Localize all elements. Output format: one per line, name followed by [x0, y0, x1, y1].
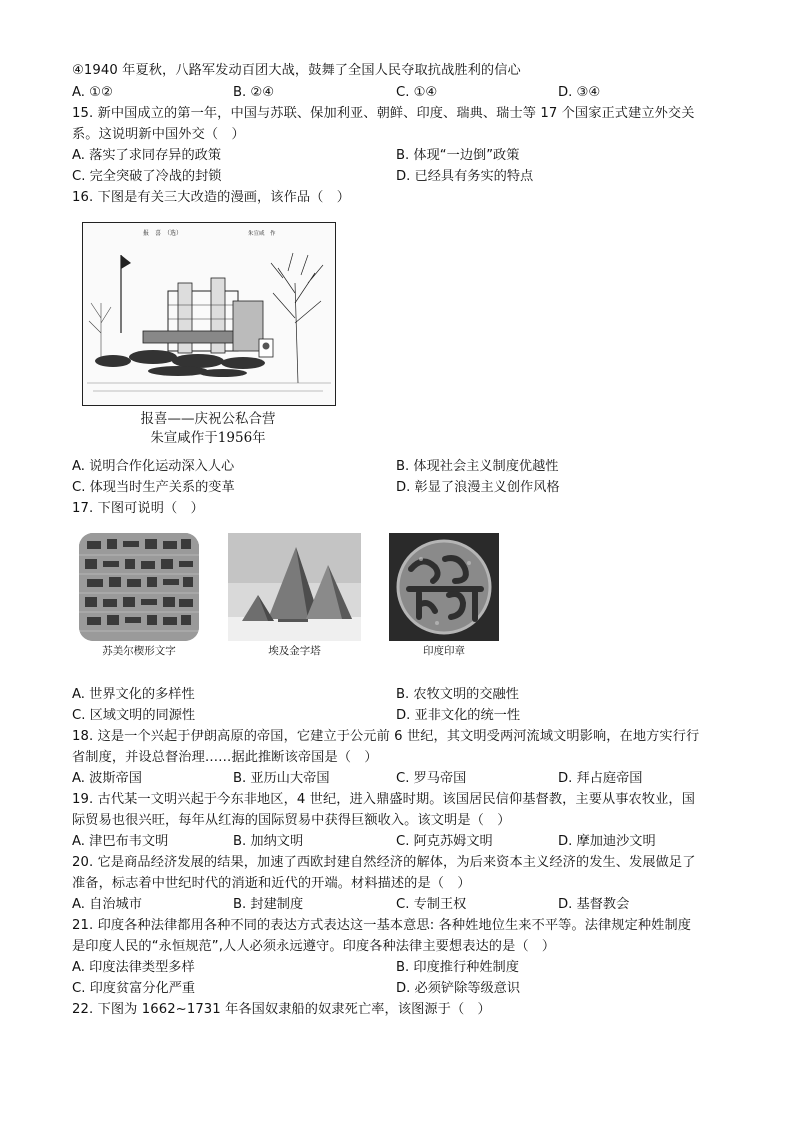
pyramids-photo — [228, 533, 361, 641]
q19-stem-line-1: 19. 古代某一文明兴起于今东非地区，4 世纪，进入鼎盛时期。该国居民信仰基督教，主要从事农牧业，国 — [72, 792, 695, 807]
q16-option-b[interactable]: B. 体现社会主义制度优越性 — [396, 459, 559, 474]
q16-stem: 16. 下图是有关三大改造的漫画，该作品（ ） — [72, 190, 351, 205]
q19-stem-line-2: 际贸易也很兴旺，每年从红海的国际贸易中获得巨额收入。该文明是（ ） — [72, 813, 511, 828]
cartoon-header-right: 朱宣咸 作 — [248, 231, 276, 237]
q15-option-a[interactable]: A. 落实了求同存异的政策 — [72, 148, 222, 163]
q16-caption-title: 报喜——庆祝公私合营 — [140, 411, 276, 427]
q18-stem-line-2: 省制度，并设总督治理……据此推断该帝国是（ ） — [72, 750, 378, 765]
q20-option-c[interactable]: C. 专制王权 — [396, 897, 467, 912]
q17-seal-image — [389, 533, 499, 641]
cuneiform-tablet — [79, 533, 199, 641]
q20-option-d[interactable]: D. 基督教会 — [558, 897, 630, 912]
q17-option-d[interactable]: D. 亚非文化的统一性 — [396, 708, 521, 723]
q17-option-b[interactable]: B. 农牧文明的交融性 — [396, 687, 519, 702]
q19-option-a[interactable]: A. 津巴布韦文明 — [72, 834, 169, 849]
q17-caption-pyramids: 埃及金字塔 — [268, 645, 321, 657]
q15-stem-line-1: 15. 新中国成立的第一年，中国与苏联、保加利亚、朝鲜、印度、瑞典、瑞士等 17 个国家正式建立外交关 — [72, 106, 695, 121]
q21-option-b[interactable]: B. 印度推行种姓制度 — [396, 960, 519, 975]
q16-option-a[interactable]: A. 说明合作化运动深入人心 — [72, 459, 235, 474]
q22-stem: 22. 下图为 1662~1731 年各国奴隶船的奴隶死亡率，该图源于（ ） — [72, 1002, 491, 1017]
q15-stem-line-2: 系。这说明新中国外交（ ） — [72, 127, 245, 142]
q14-option-b[interactable]: B. ②④ — [233, 85, 275, 100]
q18-option-c[interactable]: C. 罗马帝国 — [396, 771, 467, 786]
cartoon-header-left: 报 喜 （选） — [143, 230, 183, 237]
q16-cartoon-image — [82, 222, 336, 406]
q14-option-a[interactable]: A. ①② — [72, 85, 113, 100]
q16-option-d[interactable]: D. 彰显了浪漫主义创作风格 — [396, 480, 560, 495]
q18-option-d[interactable]: D. 拜占庭帝国 — [558, 771, 643, 786]
q14-option-c[interactable]: C. ①④ — [396, 85, 438, 100]
q21-stem-line-2: 是印度人民的“永恒规范”,人人必须永远遵守。印度各种法律主要想表达的是（ ） — [72, 939, 556, 954]
q20-stem-line-1: 20. 它是商品经济发展的结果，加速了西欧封建自然经济的解体，为后来资本主义经济的发生、发展做足了 — [72, 855, 696, 870]
q18-stem-line-1: 18. 这是一个兴起于伊朗高原的帝国，它建立于公元前 6 世纪，其文明受两河流域文明影响，在地方实行行 — [72, 729, 700, 744]
q17-caption-seal: 印度印章 — [423, 645, 465, 657]
q20-option-a[interactable]: A. 自治城市 — [72, 897, 142, 912]
q17-cuneiform-image — [79, 533, 199, 641]
q14-statement-4: ④1940 年夏秋，八路军发动百团大战，鼓舞了全国人民夺取抗战胜利的信心 — [72, 63, 521, 78]
q17-option-a[interactable]: A. 世界文化的多样性 — [72, 687, 195, 702]
cartoon-drawing — [83, 223, 335, 405]
q17-pyramids-image — [228, 533, 361, 641]
q16-caption-author: 朱宣咸作于1956年 — [150, 430, 266, 446]
q21-option-d[interactable]: D. 必须铲除等级意识 — [396, 981, 521, 996]
q21-stem-line-1: 21. 印度各种法律都用各种不同的表达方式表达这一基本意思: 各种姓地位生来不平等。法律规定种姓制度 — [72, 918, 692, 933]
q15-option-b[interactable]: B. 体现“一边倒”政策 — [396, 148, 520, 163]
q14-option-d[interactable]: D. ③④ — [558, 85, 601, 100]
q20-option-b[interactable]: B. 封建制度 — [233, 897, 304, 912]
indian-seal-coin — [389, 533, 499, 641]
q18-option-b[interactable]: B. 亚历山大帝国 — [233, 771, 330, 786]
q21-option-c[interactable]: C. 印度贫富分化严重 — [72, 981, 196, 996]
q17-caption-cuneiform: 苏美尔楔形文字 — [102, 645, 176, 657]
q15-option-c[interactable]: C. 完全突破了冷战的封锁 — [72, 169, 222, 184]
q19-option-d[interactable]: D. 摩加迪沙文明 — [558, 834, 656, 849]
q18-option-a[interactable]: A. 波斯帝国 — [72, 771, 142, 786]
q17-stem: 17. 下图可说明（ ） — [72, 501, 204, 516]
q21-option-a[interactable]: A. 印度法律类型多样 — [72, 960, 195, 975]
q19-option-c[interactable]: C. 阿克苏姆文明 — [396, 834, 493, 849]
q20-stem-line-2: 准备，标志着中世纪时代的消逝和近代的开端。材料描述的是（ ） — [72, 876, 471, 891]
q19-option-b[interactable]: B. 加纳文明 — [233, 834, 304, 849]
q16-option-c[interactable]: C. 体现当时生产关系的变革 — [72, 480, 235, 495]
q17-option-c[interactable]: C. 区域文明的同源性 — [72, 708, 196, 723]
q15-option-d[interactable]: D. 已经具有务实的特点 — [396, 169, 534, 184]
